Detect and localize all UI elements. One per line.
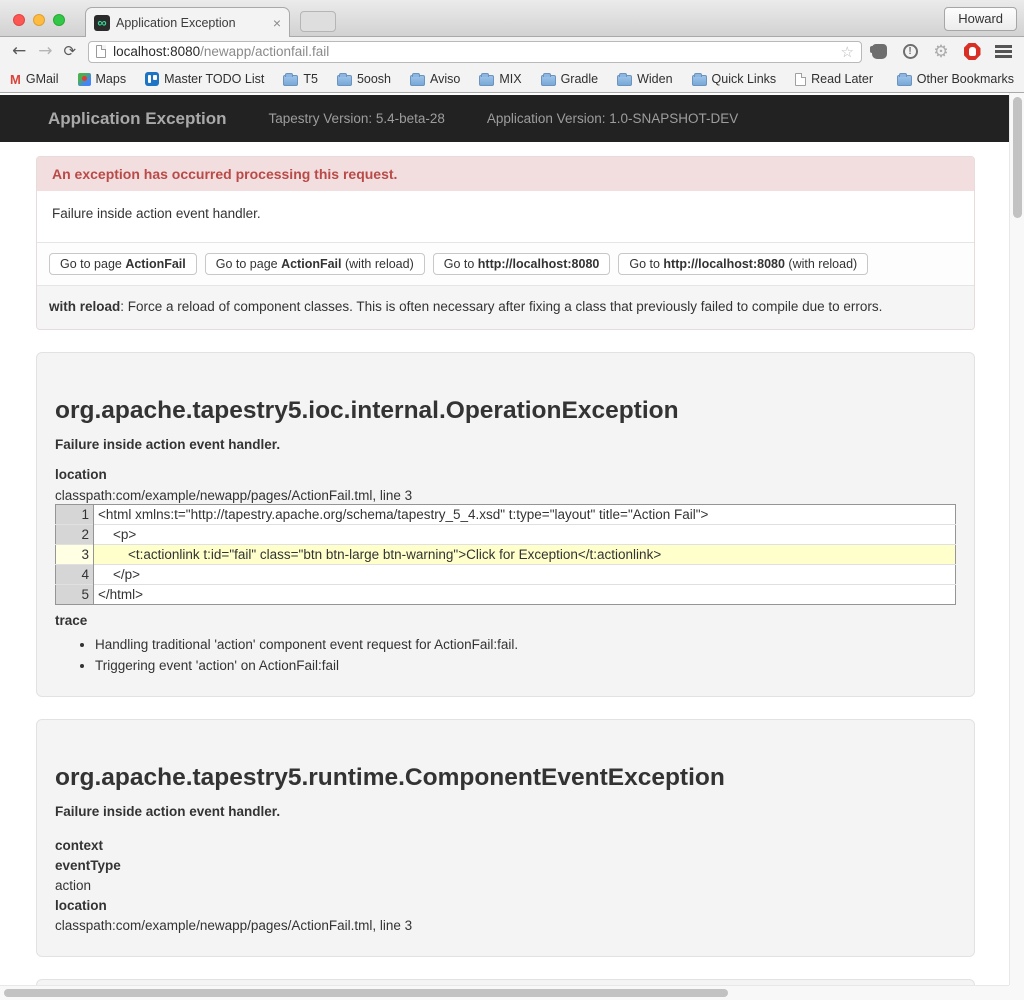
reload-note — [37, 285, 974, 329]
exception-class-name: org.apache.tapestry5.ioc.internal.OperationException — [55, 397, 679, 424]
app-navbar — [0, 95, 1009, 142]
bookmark-label: Read Later — [811, 72, 874, 86]
bookmark-folder-quick-links[interactable] — [692, 72, 777, 86]
horizontal-scrollbar-thumb[interactable] — [4, 989, 728, 997]
bookmark-folder-mix[interactable] — [479, 72, 521, 86]
button-text: (with reload) — [341, 257, 414, 271]
scrollbar-corner — [1009, 985, 1024, 1000]
exception-message: Failure inside action event handler. — [55, 437, 281, 452]
line-code: <p> — [94, 525, 956, 545]
source-line — [56, 565, 956, 585]
event-type-label: eventType — [55, 858, 121, 873]
window-zoom-button[interactable] — [53, 14, 65, 26]
location-value: classpath:com/example/newapp/pages/ActionFail.tml, line 3 — [55, 488, 413, 503]
folder-icon — [897, 75, 912, 86]
gear-extension-icon[interactable]: ⚙ — [933, 41, 949, 62]
button-strong-text: ActionFail — [125, 257, 186, 271]
button-strong-text: http://localhost:8080 — [477, 257, 600, 271]
horizontal-scrollbar[interactable] — [0, 985, 1009, 1000]
go-to-root-button[interactable] — [433, 253, 611, 275]
line-number: 1 — [56, 505, 94, 525]
stop-hand-extension-icon[interactable] — [963, 43, 981, 61]
reload-note-strong: with reload — [49, 299, 121, 314]
bookmark-label: Gradle — [560, 72, 599, 86]
chrome-menu-icon[interactable] — [994, 43, 1012, 61]
page-title: Application Exception — [48, 108, 227, 128]
exception-message: Failure inside action event handler. — [55, 804, 281, 819]
url-path: /newapp/actionfail.fail — [200, 44, 330, 59]
button-text: Go to page — [60, 257, 126, 271]
bookmark-gmail[interactable] — [10, 72, 59, 87]
source-line-highlighted — [56, 545, 956, 565]
bookmark-label: Maps — [95, 72, 127, 86]
folder-icon — [283, 75, 298, 86]
button-text: Go to page — [215, 257, 282, 271]
reload-button[interactable]: ⟳ — [63, 42, 77, 60]
new-tab-button[interactable] — [300, 11, 336, 32]
profile-button[interactable]: Howard — [944, 7, 1017, 31]
extension-icons — [870, 43, 1012, 61]
folder-icon — [692, 75, 707, 86]
exception-panel-component-event-exception — [36, 719, 975, 957]
line-number: 4 — [56, 565, 94, 585]
bookmark-label: Aviso — [430, 72, 461, 86]
bookmark-folder-gradle[interactable] — [541, 72, 599, 86]
bookmark-folder-aviso[interactable] — [410, 72, 460, 86]
gmail-icon: M — [10, 71, 21, 87]
tapestry-version: Tapestry Version: 5.4-beta-28 — [268, 111, 445, 126]
tab-title: Application Exception — [116, 15, 236, 30]
maps-icon — [78, 73, 91, 86]
folder-icon — [410, 75, 425, 86]
folder-icon — [337, 75, 352, 86]
reload-note-text: : Force a reload of component classes. This is often necessary after fixing a class that previously failed to compile due to errors. — [120, 299, 883, 314]
bookmarks-bar — [0, 66, 1024, 93]
exception-summary-card — [36, 156, 975, 330]
location-label: location — [55, 467, 107, 482]
source-line — [56, 585, 956, 605]
browser-toolbar — [0, 37, 1024, 66]
bookmark-label: Other Bookmarks — [916, 72, 1014, 86]
event-type-value: action — [55, 878, 92, 893]
application-version: Application Version: 1.0-SNAPSHOT-DEV — [486, 111, 739, 126]
bookmark-read-later[interactable] — [795, 72, 873, 86]
page-viewport — [0, 94, 1009, 1000]
line-number: 2 — [56, 525, 94, 545]
info-circle-extension-icon[interactable]: ! — [901, 43, 919, 61]
window-titlebar — [0, 0, 1024, 37]
browser-tab[interactable] — [85, 7, 290, 37]
bookmark-label: GMail — [25, 72, 59, 86]
tapestry-favicon-icon: ∞ — [94, 15, 110, 31]
bookmark-folder-widen[interactable] — [617, 72, 672, 86]
bookmark-folder-t5[interactable] — [283, 72, 318, 86]
folder-icon — [479, 75, 494, 86]
source-line — [56, 505, 956, 525]
button-strong-text: ActionFail — [281, 257, 342, 271]
line-code: </p> — [94, 565, 956, 585]
button-text: Go to — [443, 257, 478, 271]
button-text: Go to — [629, 257, 664, 271]
trace-item: • Handling traditional 'action' component event request for ActionFail:fail. — [95, 634, 956, 655]
vertical-scrollbar-thumb[interactable] — [1013, 97, 1022, 218]
go-to-page-actionfail-reload-button[interactable] — [205, 253, 425, 275]
exception-message: Failure inside action event handler. — [37, 191, 974, 242]
bookmark-label: Quick Links — [711, 72, 777, 86]
location-value: classpath:com/example/newapp/pages/ActionFail.tml, line 3 — [55, 918, 413, 933]
evernote-extension-icon[interactable] — [870, 43, 888, 61]
trello-icon — [145, 72, 159, 86]
go-to-page-actionfail-button[interactable] — [49, 253, 197, 275]
bookmark-label: Widen — [637, 72, 673, 86]
tab-close-icon[interactable]: × — [272, 14, 281, 31]
trace-item: • Triggering event 'action' on ActionFail:fail — [95, 655, 956, 676]
action-buttons-row — [37, 242, 974, 285]
folder-icon — [617, 75, 632, 86]
location-label: location — [55, 898, 107, 913]
back-button[interactable]: ← — [12, 41, 27, 61]
line-number: 5 — [56, 585, 94, 605]
forward-button[interactable]: → — [38, 41, 53, 61]
button-text: (with reload) — [784, 257, 858, 271]
line-number: 3 — [56, 545, 94, 565]
bookmark-master-todo-list[interactable] — [145, 72, 264, 86]
bookmark-label: T5 — [303, 72, 318, 86]
bookmark-maps[interactable] — [78, 72, 127, 86]
window-minimize-button[interactable] — [33, 14, 45, 26]
bookmark-label: Master TODO List — [164, 72, 265, 86]
source-line — [56, 525, 956, 545]
other-bookmarks[interactable] — [897, 72, 1014, 86]
line-code: <html xmlns:t="http://tapestry.apache.org/schema/tapestry_5_4.xsd" t:type="layout" title="Action Fail"> — [98, 507, 709, 522]
bookmark-label: MIX — [499, 72, 522, 86]
page-doc-icon — [96, 45, 106, 58]
page-doc-icon — [795, 73, 806, 86]
folder-icon — [541, 75, 556, 86]
exception-class-name: org.apache.tapestry5.runtime.ComponentEventException — [55, 764, 725, 791]
trace-list — [79, 634, 956, 676]
context-label: context — [55, 838, 104, 853]
line-code: </html> — [94, 585, 956, 605]
button-strong-text: http://localhost:8080 — [663, 257, 785, 271]
line-code: <t:actionlink t:id="fail" class="btn btn-large btn-warning">Click for Exception</t:actionlink> — [94, 545, 956, 565]
source-snippet-table — [55, 504, 956, 605]
url-bar[interactable] — [88, 41, 862, 63]
go-to-root-reload-button[interactable] — [618, 253, 868, 275]
vertical-scrollbar[interactable] — [1009, 93, 1024, 1000]
exception-alert: An exception has occurred processing this request. — [37, 157, 974, 191]
trace-label: trace — [55, 613, 88, 628]
bookmark-label: 5oosh — [356, 72, 391, 86]
window-close-button[interactable] — [13, 14, 25, 26]
url-host: localhost:8080 — [113, 44, 201, 59]
exception-panel-operation-exception — [36, 352, 975, 697]
bookmark-star-icon[interactable]: ☆ — [840, 42, 854, 61]
main-content — [36, 156, 975, 995]
bookmark-folder-5oosh[interactable] — [337, 72, 391, 86]
